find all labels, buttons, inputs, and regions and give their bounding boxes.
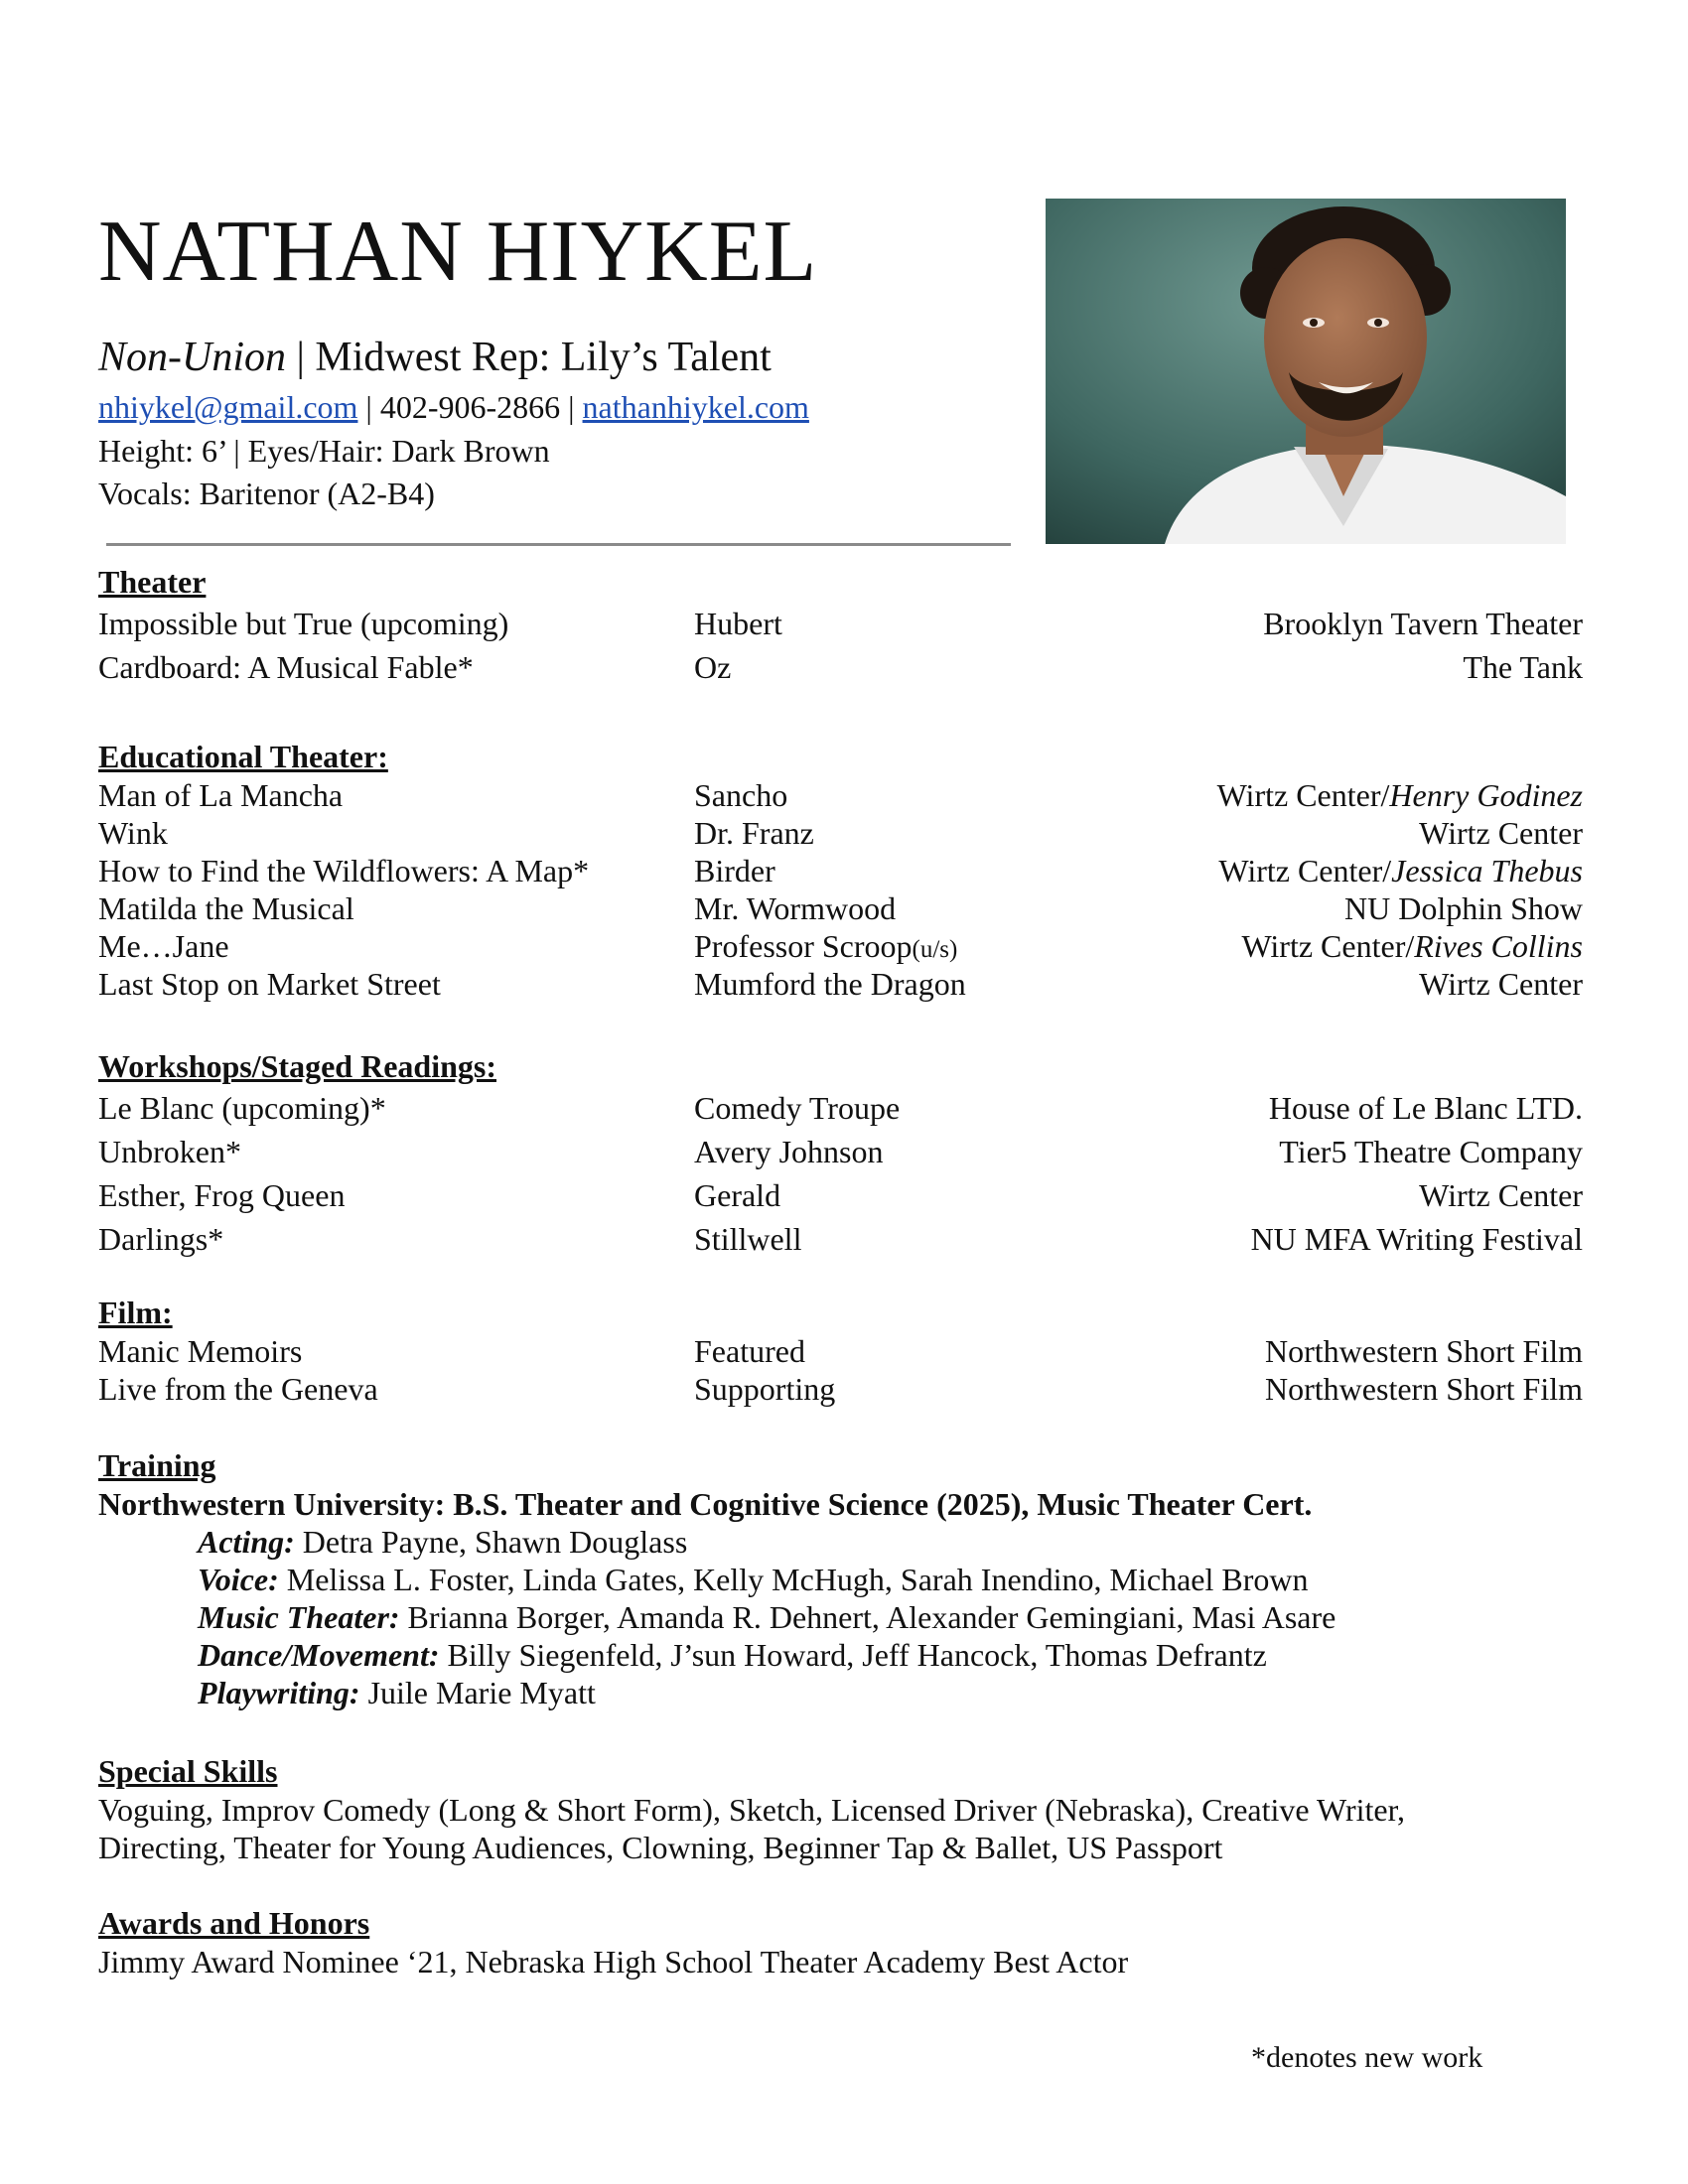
role: Birder <box>694 853 775 888</box>
training-label: Playwriting: <box>198 1675 360 1710</box>
training-label: Dance/Movement: <box>198 1637 440 1673</box>
credit-row <box>98 852 1598 889</box>
training-label: Voice: <box>198 1562 279 1597</box>
show-title: Cardboard: A Musical Fable* <box>98 649 474 685</box>
role: Supporting <box>694 1371 836 1407</box>
show-title: Man of La Mancha <box>98 777 344 813</box>
awards-line: Jimmy Award Nominee ‘21, Nebraska High School Theater Academy Best Actor <box>98 1944 1129 1979</box>
venue: Wirtz Center <box>1419 1177 1583 1213</box>
director: Henry Godinez <box>1389 777 1583 813</box>
credit-row <box>98 602 1598 645</box>
separator: | <box>560 389 583 425</box>
role: Hubert <box>694 606 782 641</box>
training-label: Music Theater: <box>198 1599 400 1635</box>
training-names: Billy Siegenfeld, J’sun Howard, Jeff Hancock, Thomas Defrantz <box>447 1637 1267 1673</box>
separator: | <box>286 335 316 380</box>
training-label: Acting: <box>198 1524 295 1560</box>
venue: Wirtz Center/Jessica Thebus <box>1218 853 1583 888</box>
training-item <box>98 1636 1598 1674</box>
role: Gerald <box>694 1177 781 1213</box>
training-names: Detra Payne, Shawn Douglass <box>302 1524 688 1560</box>
role: Professor Scroop(u/s) <box>694 928 958 964</box>
contact-line <box>98 389 809 426</box>
role: Oz <box>694 649 732 685</box>
credit-row <box>98 889 1598 927</box>
venue: Brooklyn Tavern Theater <box>1263 606 1583 641</box>
height-eyes-hair: Height: 6’ | Eyes/Hair: Dark Brown <box>98 433 550 469</box>
director: Rives Collins <box>1414 928 1583 964</box>
show-title: Last Stop on Market Street <box>98 966 441 1002</box>
credit-row <box>98 645 1598 689</box>
venue: The Tank <box>1463 649 1583 685</box>
venue: NU MFA Writing Festival <box>1250 1221 1583 1257</box>
role: Mr. Wormwood <box>694 890 897 926</box>
show-title: Live from the Geneva <box>98 1371 378 1407</box>
agent-rep: Midwest Rep: Lily’s Talent <box>315 335 772 380</box>
show-title: Wink <box>98 815 168 851</box>
venue: Tier5 Theatre Company <box>1279 1134 1583 1169</box>
special-skills-section <box>98 1751 1598 1866</box>
show-title: How to Find the Wildflowers: A Map* <box>98 853 590 888</box>
training-names: Brianna Borger, Amanda R. Dehnert, Alexander Gemingiani, Masi Asare <box>407 1599 1336 1635</box>
role: Mumford the Dragon <box>694 966 966 1002</box>
show-title: Esther, Frog Queen <box>98 1177 346 1213</box>
credit-row <box>98 1332 1598 1370</box>
training-names: Juile Marie Myatt <box>367 1675 596 1710</box>
show-title: Unbroken* <box>98 1134 241 1169</box>
section-title: Film: <box>98 1295 173 1330</box>
email-link[interactable]: nhiykel@gmail.com <box>98 389 358 425</box>
understudy-note: (u/s) <box>912 936 958 963</box>
section-title: Training <box>98 1447 216 1483</box>
section-title: Educational Theater: <box>98 739 388 774</box>
venue: House of Le Blanc LTD. <box>1268 1090 1583 1126</box>
educational-theater-section <box>98 737 1598 1003</box>
credit-row <box>98 927 1598 965</box>
credit-row <box>98 1370 1598 1408</box>
section-title: Special Skills <box>98 1753 278 1789</box>
phone: 402-906-2866 <box>379 389 561 425</box>
venue: Wirtz Center <box>1419 815 1583 851</box>
training-item <box>98 1674 1598 1711</box>
role: Featured <box>694 1333 805 1369</box>
credit-row <box>98 1086 1598 1130</box>
headshot-photo <box>1046 199 1566 544</box>
actor-name: NATHAN HIYKEL <box>98 204 818 300</box>
show-title: Me…Jane <box>98 928 229 964</box>
training-section <box>98 1445 1598 1711</box>
degree: Northwestern University: B.S. Theater and Cognitive Science (2025), Music Theater Cert. <box>98 1486 1313 1522</box>
workshops-section <box>98 1046 1598 1261</box>
venue: Northwestern Short Film <box>1265 1371 1583 1407</box>
show-title: Le Blanc (upcoming)* <box>98 1090 386 1126</box>
separator: | <box>357 389 380 425</box>
training-item <box>98 1598 1598 1636</box>
show-title: Manic Memoirs <box>98 1333 303 1369</box>
section-title: Awards and Honors <box>98 1905 370 1941</box>
section-title: Theater <box>98 564 207 600</box>
show-title: Darlings* <box>98 1221 224 1257</box>
film-section <box>98 1293 1598 1408</box>
director: Jessica Thebus <box>1391 853 1583 888</box>
credit-row <box>98 776 1598 814</box>
credit-row <box>98 1173 1598 1217</box>
awards-section <box>98 1903 1598 1980</box>
role: Dr. Franz <box>694 815 814 851</box>
role: Stillwell <box>694 1221 802 1257</box>
training-names: Melissa L. Foster, Linda Gates, Kelly McHugh, Sarah Inendino, Michael Brown <box>286 1562 1309 1597</box>
website-link[interactable]: nathanhiykel.com <box>582 389 809 425</box>
role: Sancho <box>694 777 788 813</box>
credit-row <box>98 1217 1598 1261</box>
show-title: Matilda the Musical <box>98 890 354 926</box>
venue: Northwestern Short Film <box>1265 1333 1583 1369</box>
theater-section <box>98 562 1598 689</box>
credit-row <box>98 965 1598 1003</box>
role: Comedy Troupe <box>694 1090 901 1126</box>
new-work-footnote: *denotes new work <box>1251 2041 1483 2074</box>
credit-row <box>98 814 1598 852</box>
union-status: Non-Union <box>98 335 286 380</box>
skills-line: Voguing, Improv Comedy (Long & Short Form), Sketch, Licensed Driver (Nebraska), Creative Writer, <box>98 1792 1405 1828</box>
venue: Wirtz Center <box>1419 966 1583 1002</box>
section-title: Workshops/Staged Readings: <box>98 1048 496 1084</box>
header-divider <box>106 543 1011 546</box>
vocal-range: Vocals: Baritenor (A2-B4) <box>98 476 435 511</box>
venue: Wirtz Center/Henry Godinez <box>1216 777 1583 813</box>
training-item <box>98 1561 1598 1598</box>
credit-row <box>98 1130 1598 1173</box>
show-title: Impossible but True (upcoming) <box>98 606 509 641</box>
venue: Wirtz Center/Rives Collins <box>1241 928 1583 964</box>
training-item <box>98 1523 1598 1561</box>
role: Avery Johnson <box>694 1134 884 1169</box>
skills-line: Directing, Theater for Young Audiences, Clowning, Beginner Tap & Ballet, US Passport <box>98 1830 1223 1865</box>
representation-line <box>98 334 772 381</box>
venue: NU Dolphin Show <box>1343 890 1583 926</box>
